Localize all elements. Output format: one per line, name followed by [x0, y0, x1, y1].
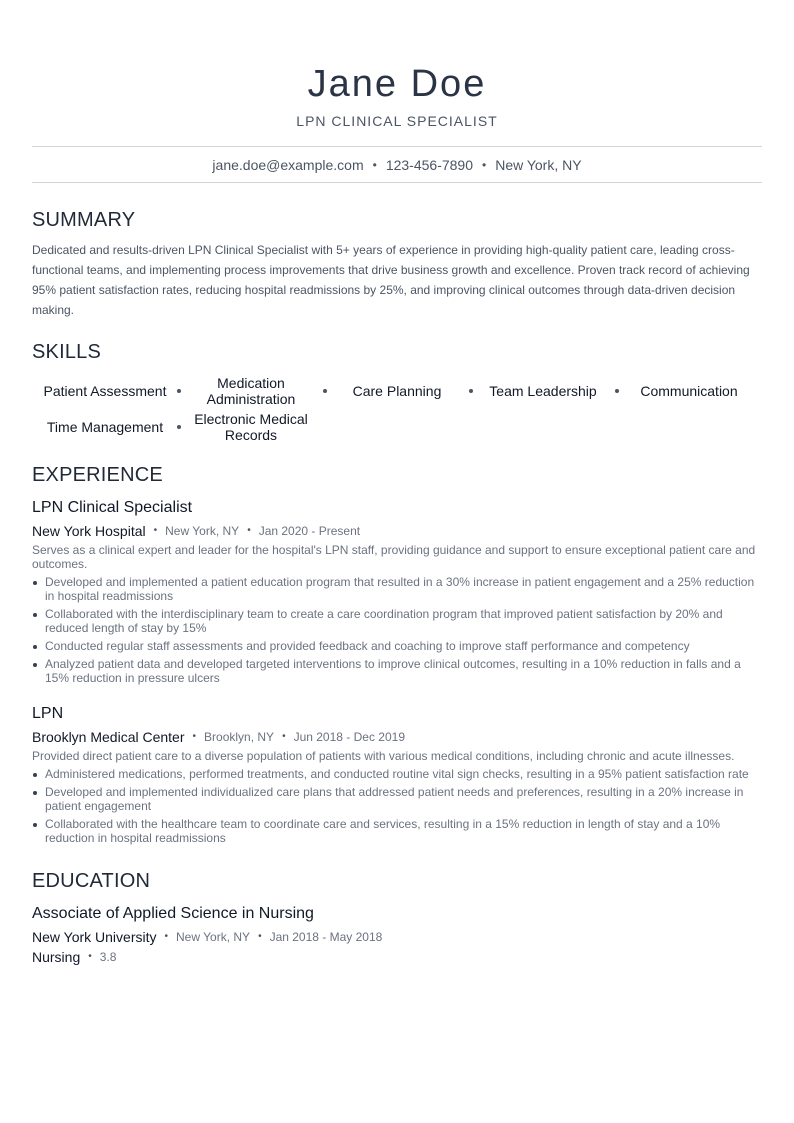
skill-item: [324, 375, 470, 407]
summary-text: Dedicated and results-driven LPN Clinical Specialist with 5+ years of experience in providing high-quality patient care, leading cross-functional teams, and implementing process improvements that drive business growth and excellence. Proven track record of achieving 95% patient satisfaction rates, reducing hospital readmissions by 25%, and improving clinical outcomes through data-driven decision making.: [32, 243, 750, 317]
achievement-text: Developed and implemented individualized care plans that addressed patient needs and preferences, resulting in a 20% increase in patient engagement: [45, 785, 744, 813]
achievement-item: [32, 817, 762, 845]
education-meta: [32, 929, 762, 945]
job-location: New York, NY: [165, 524, 240, 538]
school-location: New York, NY: [176, 930, 251, 944]
experience-entry: [32, 497, 762, 685]
skill-label: Medication Administration: [206, 375, 296, 407]
skill-item: [32, 375, 178, 407]
achievement-text: Developed and implemented a patient education program that resulted in a 30% increase in patient engagement and a 25% reduction in hospital readmissions: [45, 575, 755, 603]
achievement-item: [32, 767, 762, 781]
achievement-item: [32, 785, 762, 813]
job-organization: Brooklyn Medical Center: [32, 729, 185, 745]
meta-separator: •: [192, 731, 197, 742]
skill-label: Time Management: [46, 419, 164, 435]
field-of-study: Nursing: [32, 949, 81, 965]
experience-heading: EXPERIENCE: [32, 464, 163, 486]
meta-separator: •: [247, 525, 251, 536]
achievement-item: [32, 639, 762, 653]
job-organization: New York Hospital: [32, 523, 146, 539]
candidate-name: Jane Doe: [307, 63, 487, 105]
resume-header: [32, 0, 762, 130]
contact-bar: [32, 146, 762, 183]
meta-separator: •: [88, 951, 92, 962]
achievement-item: [32, 575, 762, 603]
skills-heading: SKILLS: [32, 341, 102, 363]
contact-phone[interactable]: 123-456-7890: [385, 156, 473, 173]
achievement-text: Collaborated with the interdisciplinary team to create a care coordination program that improved patient satisfaction by 20% and reduced length of stay by 15%: [45, 607, 723, 635]
achievement-text: Analyzed patient data and developed targeted interventions to improve clinical outcomes, resulting in a 10% reduction in falls and a 15% reduction in pressure ulcers: [45, 657, 741, 685]
candidate-title: LPN CLINICAL SPECIALIST: [296, 113, 498, 129]
summary-heading: SUMMARY: [32, 209, 136, 231]
job-description: Serves as a clinical expert and leader for the hospital's LPN staff, providing guidance and support to ensure exceptional patient care and outcomes.: [32, 543, 756, 571]
skill-label: Care Planning: [352, 383, 442, 399]
skill-item: [470, 375, 616, 407]
bullet-dot-icon: [33, 663, 37, 667]
skill-label: Electronic Medical Records: [194, 411, 308, 443]
achievement-text: Collaborated with the healthcare team to coordinate care and services, resulting in a 15% reduction in length of stay and a 10% reduction in hospital readmissions: [45, 817, 721, 845]
contact-location: New York, NY: [495, 156, 582, 173]
school-name: New York University: [32, 929, 157, 945]
experience-entry: [32, 703, 762, 845]
degree-title: Associate of Applied Science in Nursing: [32, 905, 314, 922]
education-field-row: [32, 949, 762, 965]
skill-item: [616, 375, 762, 407]
meta-separator: •: [282, 731, 286, 742]
bullet-dot-icon: [33, 823, 37, 827]
skill-item: [178, 411, 324, 443]
bullet-dot-icon: [33, 645, 37, 649]
job-meta: [32, 729, 762, 745]
meta-separator: •: [258, 931, 262, 942]
achievement-text: Conducted regular staff assessments and provided feedback and coaching to improve staff performance and competency: [45, 639, 690, 653]
achievement-text: Administered medications, performed treatments, and conducted routine vital sign checks, resulting in a 95% patient satisfaction rate: [45, 767, 749, 781]
contact-email[interactable]: jane.doe@example.com: [212, 156, 364, 173]
job-dates: Jun 2018 - Dec 2019: [293, 730, 405, 744]
skills-list: [32, 375, 762, 443]
achievement-item: [32, 607, 762, 635]
bullet-dot-icon: [33, 613, 37, 617]
job-achievements: [32, 575, 762, 685]
skill-label: Communication: [640, 383, 738, 399]
education-entry: [32, 903, 762, 965]
bullet-dot-icon: [33, 791, 37, 795]
gpa-value: 3.8: [99, 950, 117, 964]
meta-separator: •: [153, 525, 158, 536]
resume-page: [32, 0, 762, 965]
bullet-dot-icon: [33, 773, 37, 777]
job-title: LPN: [32, 705, 64, 722]
achievement-item: [32, 657, 762, 685]
job-meta: [32, 523, 762, 539]
bullet-dot-icon: [33, 581, 37, 585]
skill-item: [32, 411, 178, 443]
education-dates: Jan 2018 - May 2018: [269, 930, 383, 944]
skill-label: Team Leadership: [489, 383, 597, 399]
job-title: LPN Clinical Specialist: [32, 499, 193, 516]
job-description: Provided direct patient care to a diverse population of patients with various medical conditions, including chronic and acute illnesses.: [32, 749, 735, 763]
job-location: Brooklyn, NY: [204, 730, 275, 744]
education-heading: EDUCATION: [32, 870, 151, 892]
skill-item: [178, 375, 324, 407]
contact-separator: •: [372, 157, 377, 172]
contact-separator: •: [482, 157, 487, 172]
skill-label: Patient Assessment: [43, 383, 167, 399]
job-dates: Jan 2020 - Present: [258, 524, 361, 538]
job-achievements: [32, 767, 762, 845]
meta-separator: •: [164, 931, 169, 942]
